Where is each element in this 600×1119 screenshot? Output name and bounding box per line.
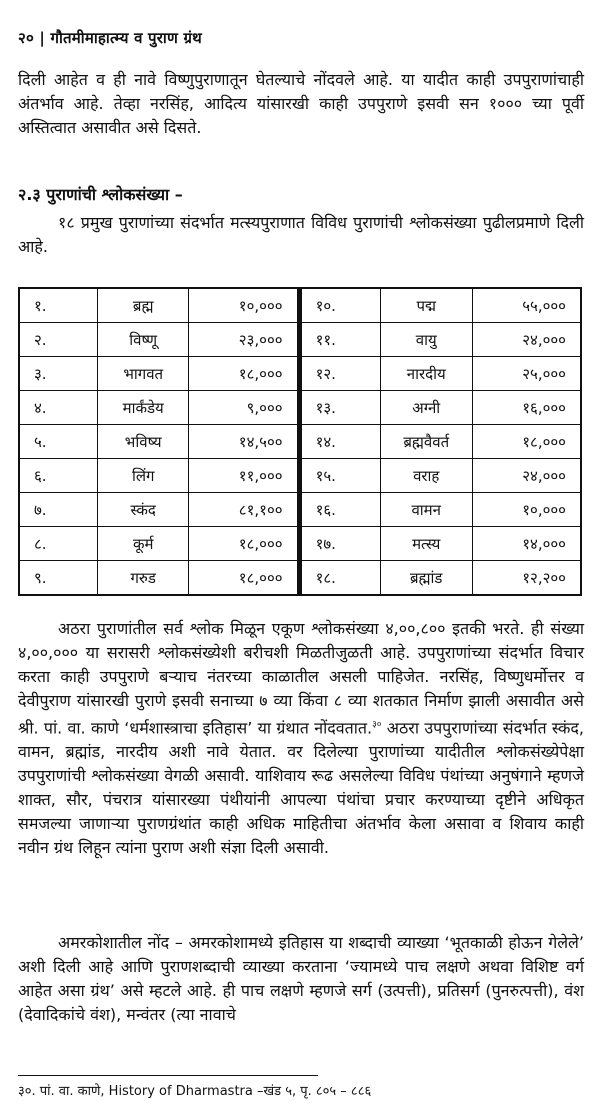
serial-number-cell: ५. <box>19 425 97 459</box>
main-paragraph-text-a: अठरा पुराणांतील सर्व श्लोक मिळून एकूण श्लोकसंख्या ४,००,८०० इतकी भरते. ही संख्या ४,००,००० या सरासरी श्लोकसंख्येशी बरीचशी मिळतीजुळती आहे. उपपुराणांच्या संदर्भात विचार करता काही उपपुराणे बऱ्याच नंतरच्या काळातील असली पाहिजेत. नरसिंह, विष्णुधर्मोत्तर व देवीपुराण यांसारखी पुराणे इसवी सनाच्या ७ व्या किंवा ८ व्या शतकात निर्माण झाली असावीत असे श्री. पां. वा. काणे ‘धर्मशास्त्राचा इतिहास’ या ग्रंथात नोंदवतात. <box>18 619 584 738</box>
shloka-count-cell: २३,००० <box>189 323 299 357</box>
purana-name-cell: नारदीय <box>380 357 472 391</box>
main-paragraph <box>18 617 584 860</box>
section-heading: २.३ पुराणांची श्लोकसंख्या – <box>18 185 183 204</box>
intro-paragraph: दिली आहेत व ही नावे विष्णुपुराणातून घेतल्याचे नोंदवले आहे. या यादीत काही उपपुराणांचाही अंतर्भाव आहे. तेव्हा नरसिंह, आदित्य यांसारखी काही उपपुराणे इसवी सन १००० च्या पूर्वी अस्तित्वात असावीत असे दिसते. <box>18 70 584 137</box>
purana-shloka-table <box>18 287 582 596</box>
purana-name-cell: लिंग <box>97 459 188 493</box>
serial-number-cell: १. <box>19 288 97 323</box>
shloka-count-cell: ८१,१०० <box>189 493 299 527</box>
shloka-count-cell: १४,५०० <box>189 425 299 459</box>
serial-number-cell: ८. <box>19 527 97 561</box>
serial-number-cell: १०. <box>299 288 380 323</box>
shloka-count-cell: २५,००० <box>472 357 581 391</box>
purana-name-cell: गरुड <box>97 561 188 596</box>
serial-number-cell: ९. <box>19 561 97 596</box>
table-row <box>19 323 581 357</box>
purana-name-cell: मत्स्य <box>380 527 472 561</box>
serial-number-cell: १८. <box>299 561 380 596</box>
shloka-count-cell: १८,००० <box>189 527 299 561</box>
serial-number-cell: १३. <box>299 391 380 425</box>
purana-name-cell: ब्रह्मांड <box>380 561 472 596</box>
shloka-count-cell: ९,००० <box>189 391 299 425</box>
shloka-count-cell: ११,००० <box>189 459 299 493</box>
purana-name-cell: पद्म <box>380 288 472 323</box>
shloka-count-cell: २४,००० <box>472 459 581 493</box>
purana-name-cell: अग्नी <box>380 391 472 425</box>
last-paragraph: अमरकोशातील नोंद – अमरकोशामध्ये इतिहास या शब्दाची व्याख्या ‘भूतकाळी होऊन गेलेले’ अशी दिली आहे आणि पुराणशब्दाची व्याख्या करताना ‘ज्यामध्ये पाच लक्षणे अथवा विशिष्ट वर्ग आहेत असा ग्रंथ’ असे म्हटले आहे. ही पाच लक्षणे म्हणजे सर्ग (उत्पत्ती), प्रतिसर्ग (पुनरुत्पत्ती), वंश (देवादिकांचे वंश), मन्वंतर (त्या नावाचे <box>18 933 584 1024</box>
shloka-count-cell: १४,००० <box>472 527 581 561</box>
serial-number-cell: ११. <box>299 323 380 357</box>
shloka-count-cell: १०,००० <box>472 493 581 527</box>
serial-number-cell: २. <box>19 323 97 357</box>
purana-name-cell: मार्कंडेय <box>97 391 188 425</box>
purana-name-cell: ब्रह्म <box>97 288 188 323</box>
footnote-divider <box>18 1075 318 1076</box>
purana-name-cell: भविष्य <box>97 425 188 459</box>
table-row <box>19 357 581 391</box>
table-row <box>19 493 581 527</box>
purana-name-cell: वामन <box>380 493 472 527</box>
purana-name-cell: वराह <box>380 459 472 493</box>
purana-name-cell: स्कंद <box>97 493 188 527</box>
footnote-marker: ३० <box>372 720 382 730</box>
purana-name-cell: भागवत <box>97 357 188 391</box>
table-row <box>19 527 581 561</box>
purana-name-cell: वायु <box>380 323 472 357</box>
shloka-count-cell: १८,००० <box>189 561 299 596</box>
serial-number-cell: ३. <box>19 357 97 391</box>
purana-name-cell: विष्णू <box>97 323 188 357</box>
shloka-count-cell: १२,२०० <box>472 561 581 596</box>
footnote: ३०. पां. वा. काणे, History of Dharmastra –खंड ५, पृ. ८०५ – ८८६ <box>18 1084 372 1099</box>
page-header: २० | गौतमीमाहात्म्य व पुराण ग्रंथ <box>18 29 202 47</box>
serial-number-cell: १५. <box>299 459 380 493</box>
table-row <box>19 425 581 459</box>
shloka-count-cell: ५५,००० <box>472 288 581 323</box>
table-row <box>19 561 581 596</box>
shloka-count-cell: १८,००० <box>472 425 581 459</box>
purana-name-cell: ब्रह्मवैवर्त <box>380 425 472 459</box>
purana-name-cell: कूर्म <box>97 527 188 561</box>
serial-number-cell: १६. <box>299 493 380 527</box>
serial-number-cell: ७. <box>19 493 97 527</box>
table-row <box>19 391 581 425</box>
shloka-count-cell: १०,००० <box>189 288 299 323</box>
serial-number-cell: १४. <box>299 425 380 459</box>
serial-number-cell: १२. <box>299 357 380 391</box>
table-row <box>19 288 581 323</box>
shloka-count-cell: १६,००० <box>472 391 581 425</box>
serial-number-cell: ६. <box>19 459 97 493</box>
table-row <box>19 459 581 493</box>
serial-number-cell: १७. <box>299 527 380 561</box>
shloka-count-cell: २४,००० <box>472 323 581 357</box>
serial-number-cell: ४. <box>19 391 97 425</box>
section-intro-paragraph: १८ प्रमुख पुराणांच्या संदर्भात मत्स्यपुराणात विविध पुराणांची श्लोकसंख्या पुढीलप्रमाणे दिली आहे. <box>18 213 584 256</box>
main-paragraph-text-b: अठरा उपपुराणांच्या संदर्भात स्कंद, वामन, ब्रह्मांड, नारदीय अशी नावे येतात. वर दिलेल्या पुराणांच्या यादीतील श्लोकसंख्येपेक्षा उपपुराणांची श्लोकसंख्या वेगळी असावी. याशिवाय रूढ असलेल्या विविध पंथांच्या अनुषंगाने म्हणजे शाक्त, सौर, पंचरात्र यांसारख्या पंथीयांनी आपल्या पंथांचा प्रचार करण्याच्या दृष्टीने अधिकृत समजल्या जाणाऱ्या पुराणग्रंथांत काही अधिक माहितीचा अंतर्भाव केला असावा व शिवाय काही नवीन ग्रंथ लिहून त्यांना पुराण अशी संज्ञा दिली असावी. <box>18 718 584 858</box>
shloka-count-cell: १८,००० <box>189 357 299 391</box>
